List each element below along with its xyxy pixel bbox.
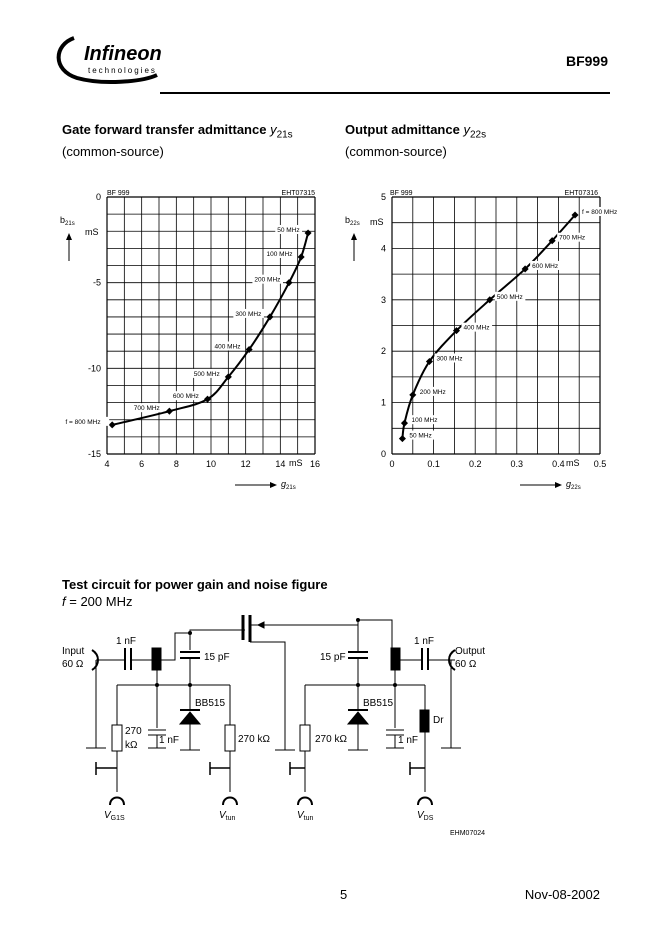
c2-y-tick-label: 1	[380, 397, 386, 408]
c2-y-tick-label: 2	[380, 346, 386, 357]
footer-date: Nov-08-2002	[524, 887, 600, 902]
varactor-right-label: BB515	[363, 698, 394, 709]
chart2-xunit: mS	[566, 458, 580, 468]
c2-point-label: 500 MHz	[496, 293, 523, 301]
r270-top-label: 270	[125, 726, 142, 737]
c1-point-label: 400 MHz	[214, 343, 241, 351]
c2-y-tick-label: 3	[380, 294, 386, 305]
output-label: Output	[455, 646, 486, 657]
c1n-b-label: 1 nF	[398, 735, 419, 746]
header-rule	[160, 92, 610, 94]
ferrite-right-icon	[391, 648, 400, 670]
vds-label: $V_{DS}$	[417, 810, 434, 822]
chart1-xunit: mS	[289, 458, 303, 468]
c2-y-tick-label: 0	[380, 449, 386, 459]
c1-data-point	[285, 279, 292, 286]
vtun1-label: $V_{tun}$	[219, 810, 236, 822]
vtun1-terminal-icon	[223, 798, 237, 806]
ferrite-left-icon	[152, 648, 161, 670]
chart2-xlabel: $g_{22s}$	[566, 479, 581, 491]
resistor-mid-icon	[225, 725, 235, 751]
chart2-ylabel: $b_{22s}$	[345, 215, 360, 227]
chart1-ylabel: $b_{21s}$	[60, 215, 75, 227]
choke-icon	[420, 710, 429, 732]
chart2-y-arrow-icon	[351, 233, 357, 261]
c1-x-tick-label: 8	[173, 459, 179, 469]
c2-x-tick-label: 0.4	[552, 459, 565, 469]
r270-mid-label: 270 kΩ	[238, 734, 270, 745]
c2-point-label: 700 MHz	[559, 234, 586, 242]
vds-terminal-icon	[418, 798, 432, 806]
chart1-x-arrow-icon	[235, 482, 277, 488]
chart-b22s-vs-g22s	[340, 185, 625, 495]
chart-b21s-vs-g21s	[55, 185, 340, 495]
vg1s-label: $V_{G1S}$	[104, 810, 125, 822]
c2-y-tick-label: 5	[380, 192, 386, 202]
c2-x-tick-label: 0	[389, 459, 395, 469]
circuit-title: Test circuit for power gain and noise figure	[62, 577, 328, 592]
resistor-left-icon	[112, 725, 122, 751]
c1-point-label: 700 MHz	[133, 405, 160, 413]
c2-x-tick-label: 0.1	[427, 459, 440, 469]
c1-y-tick-label: -15	[87, 449, 101, 459]
c1-point-label: 600 MHz	[172, 393, 199, 401]
c1-data-point	[305, 229, 312, 236]
c2-point-label: 300 MHz	[436, 355, 463, 363]
circuit-code: EHM07024	[450, 830, 486, 837]
c1-x-tick-label: 12	[240, 459, 251, 469]
vtun2-label: $V_{tun}$	[297, 810, 314, 822]
chart2-corner-right: EHT07316	[564, 190, 598, 197]
circuit-frequency: f = 200 MHz	[62, 594, 133, 609]
c15-right-label: 15 pF	[320, 652, 346, 663]
chart2-x-arrow-icon	[520, 482, 562, 488]
c15-left-label: 15 pF	[204, 652, 230, 663]
c2-point-label: f = 800 MHz	[582, 208, 618, 216]
varactor-left-label: BB515	[195, 698, 226, 709]
c2-point-label: 600 MHz	[532, 262, 559, 270]
r270-bottom-label: kΩ	[125, 740, 138, 751]
c1-point-label: 100 MHz	[266, 250, 293, 258]
vg1s-terminal-icon	[110, 798, 124, 806]
chart1-subtitle: (common-source)	[62, 144, 164, 159]
chart1-y-arrow-icon	[66, 233, 72, 261]
input-impedance: 60 Ω	[62, 659, 84, 670]
c1-point-label: 200 MHz	[254, 276, 281, 284]
chart1-corner-right: EHT07315	[281, 190, 315, 197]
chart1-yunit: mS	[85, 227, 99, 237]
choke-label: Dr	[433, 715, 444, 726]
c1-data-point	[166, 408, 173, 415]
chart1-title: Gate forward transfer admittance $y_{21s}$	[62, 122, 293, 141]
c1-y-tick-label: 0	[95, 192, 101, 202]
c-out-label: 1 nF	[414, 636, 435, 647]
c2-x-tick-label: 0.3	[510, 459, 524, 469]
chart1-xlabel: $g_{21s}$	[281, 479, 296, 491]
output-impedance: 60 Ω	[455, 659, 477, 670]
c1-point-label: 50 MHz	[277, 226, 300, 234]
c1-x-tick-label: 14	[275, 459, 286, 469]
logo-swoosh-icon	[52, 30, 162, 85]
c2-x-tick-label: 0.2	[468, 459, 482, 469]
chart2-corner-left: BF 999	[390, 190, 413, 197]
c1-point-label: f = 800 MHz	[65, 418, 101, 426]
c1n-a-label: 1 nF	[159, 735, 180, 746]
c1-x-tick-label: 6	[139, 459, 145, 469]
brand-tagline: technologies	[88, 66, 157, 75]
c1-x-tick-label: 10	[205, 459, 217, 469]
r270-right-label: 270 kΩ	[315, 734, 347, 745]
c2-point-label: 100 MHz	[411, 417, 438, 425]
c2-x-tick-label: 0.5	[593, 459, 607, 469]
c1-point-label: 300 MHz	[235, 310, 262, 318]
c1-x-tick-label: 16	[309, 459, 321, 469]
infineon-logo	[52, 30, 162, 90]
vtun2-terminal-icon	[298, 798, 312, 806]
c2-data-point	[401, 420, 408, 427]
c1-data-point	[109, 421, 116, 428]
chart2-title: Output admittance $y_{22s}$	[345, 122, 487, 141]
c2-data-point	[409, 391, 416, 398]
c1-y-tick-label: -10	[87, 363, 101, 374]
chart1-corner-left: BF 999	[107, 190, 130, 197]
page-number: 5	[340, 887, 348, 902]
resistor-right-icon	[300, 725, 310, 751]
c2-y-tick-label: 4	[380, 243, 386, 254]
c2-point-label: 50 MHz	[409, 432, 432, 440]
test-circuit-schematic	[0, 610, 662, 850]
c2-data-point	[399, 435, 406, 442]
chart2-subtitle: (common-source)	[345, 144, 447, 159]
c2-point-label: 200 MHz	[419, 388, 446, 396]
chart2-yunit: mS	[370, 217, 384, 227]
part-number: BF999	[565, 53, 608, 69]
c1-y-tick-label: -5	[92, 277, 101, 288]
c1-point-label: 500 MHz	[193, 370, 220, 378]
input-label: Input	[62, 646, 85, 657]
c1-data-point	[298, 253, 305, 260]
c1-x-tick-label: 4	[104, 459, 110, 469]
c2-point-label: 400 MHz	[463, 324, 490, 332]
c-in-label: 1 nF	[116, 636, 137, 647]
brand-name: Infineon	[84, 43, 162, 65]
